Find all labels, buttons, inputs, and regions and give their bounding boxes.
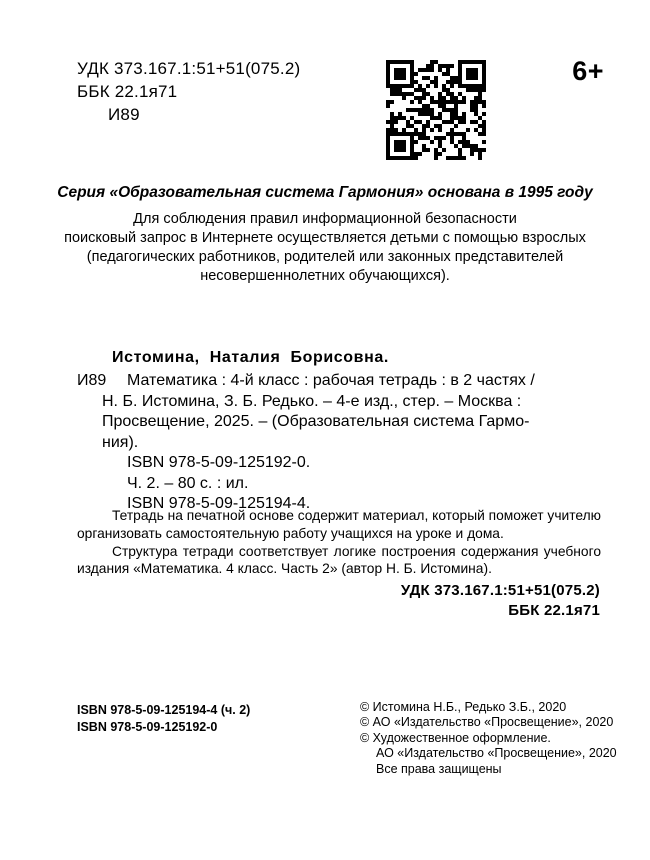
catalog-line — [77, 371, 604, 392]
udk-code-bottom: УДК 373.167.1:51+51(075.2) — [400, 582, 600, 599]
notice-line: (педагогических работников, родителей или законных представителей — [86, 249, 564, 265]
isbn-line: ISBN 978-5-09-125192-0. — [127, 454, 311, 471]
notice-line: поисковый запрос в Интернете осуществляется детьми с помощью взрослых — [64, 230, 586, 246]
catalog-line-text: Математика : 4-й класс : рабочая тетрадь : в 2 частях / — [127, 372, 535, 389]
internet-safety-notice — [0, 210, 650, 286]
part-info-line: Ч. 2. – 80 с. : ил. — [127, 474, 249, 492]
copyright-block — [360, 700, 617, 777]
annotation-paragraph: Тетрадь на печатной основе содержит материал, который поможет учителю организовать самостоятельную работу учащихся на уроке и дома. — [77, 508, 601, 541]
author-heading: Истомина, Наталия Борисовна. — [112, 349, 389, 366]
catalog-entry-code-inline: И89 — [77, 372, 107, 389]
catalog-line: ния). — [102, 433, 139, 451]
isbn-line: ISBN 978-5-09-125194-4. — [127, 495, 311, 512]
age-rating-badge: 6+ — [572, 56, 604, 86]
classification-codes-top — [77, 57, 300, 126]
annotation-paragraph: Структура тетради соответствует логике построения содержания учебного издания «Математика. 4 класс. Часть 2» (автор Н. Б. Истомина). — [77, 543, 601, 577]
catalog-line: Просвещение, 2025. – (Образовательная система Гармо- — [102, 413, 530, 430]
copyright-line: АО «Издательство «Просвещение», 2020 — [376, 746, 617, 761]
isbn-line: ISBN 978-5-09-125194-4 (ч. 2) — [77, 703, 251, 717]
isbn-block — [77, 702, 250, 735]
bbk-code-bottom: ББК 22.1я71 — [508, 601, 600, 619]
copyright-line: © Истомина Н.Б., Редько З.Б., 2020 — [360, 700, 567, 714]
classification-codes-bottom — [401, 581, 600, 620]
copyright-line: © АО «Издательство «Просвещение», 2020 — [360, 715, 614, 730]
catalog-entry — [77, 371, 604, 515]
annotation — [77, 507, 601, 578]
bbk-code-top: ББК 22.1я71 — [77, 82, 178, 101]
qr-code — [386, 60, 486, 160]
series-note: Серия «Образовательная система Гармония» основана в 1995 году — [57, 184, 593, 201]
notice-line: несовершеннолетних обучающихся). — [200, 268, 450, 284]
copyright-line: Все права защищены — [376, 761, 502, 776]
catalog-line: Н. Б. Истомина, З. Б. Редько. – 4-е изд., стер. – Москва : — [102, 392, 522, 410]
copyright-line: © Художественное оформление. — [360, 730, 551, 745]
isbn-line: ISBN 978-5-09-125192-0 — [77, 719, 218, 734]
notice-line: Для соблюдения правил информационной безопасности — [133, 211, 517, 227]
udk-code-top: УДК 373.167.1:51+51(075.2) — [77, 59, 301, 78]
catalog-entry-code-top: И89 — [108, 105, 140, 124]
